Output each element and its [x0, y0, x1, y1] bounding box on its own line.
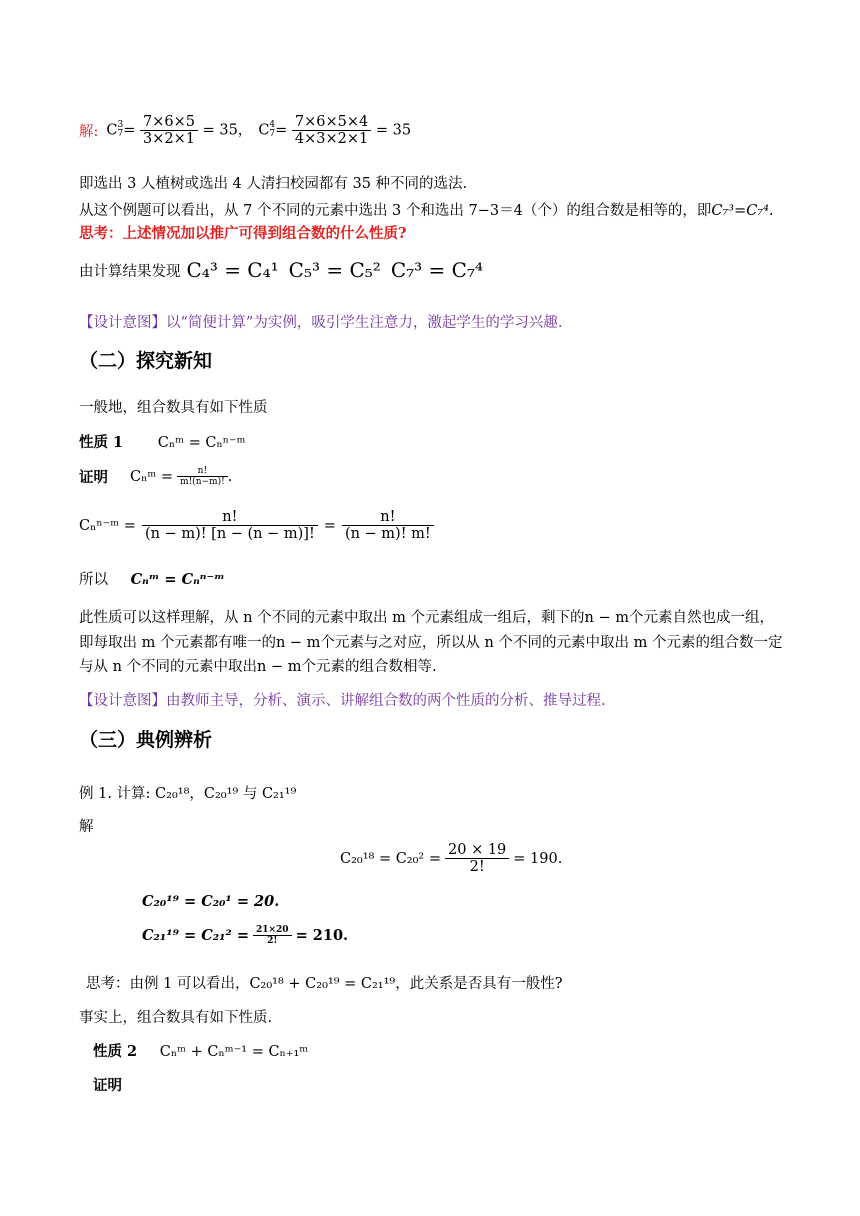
select-sentence: 即选出 3 人植树或选出 4 人清扫校园都有 35 种不同的选法.	[79, 176, 468, 192]
fact-sentence: 事实上，组合数具有如下性质.	[79, 1010, 273, 1026]
property-2-formula: Cₙᵐ + Cₙᵐ⁻¹ = Cₙ₊₁ᵐ	[159, 1044, 309, 1060]
proof-2-label: 证明	[93, 1077, 122, 1094]
proof-line-2: Cₙⁿ⁻ᵐ = $\frac{n!}{(n - m)! [n - (n - m)]!}$ = $\frac{n!}{(n - m)! m!}$	[79, 509, 434, 542]
example-1: 例 1. 计算: C₂₀¹⁸，C₂₀¹⁹ 与 C₂₁¹⁹	[79, 786, 297, 802]
think-question-1: 思考：上述情况加以推广可得到组合数的什么性质?	[79, 225, 407, 242]
property-1-label: 性质 1	[79, 434, 124, 451]
found-label: 由计算结果发现	[79, 263, 181, 280]
so-formula: Cₙᵐ = Cₙⁿ⁻ᵐ	[130, 571, 225, 588]
example-1-solution-label: 解	[79, 819, 94, 835]
think-question-2: 思考：由例 1 可以看出，C₂₀¹⁸ + C₂₀¹⁹ = C₂₁¹⁹，此关系是否具有一般性?	[86, 976, 563, 992]
explanation-paragraph: 此性质可以这样理解，从 n 个不同的元素中取出 m 个元素组成一组后，剩下的n − m个元素自然也成一组， 即每取出 m 个元素都有唯一的n − m个元素与之对应，所以从 n 个不同的元素中取出 m 个元素的组合数一定 与从 n 个不同的元素中取出n − m个元素的组合数相等.	[79, 610, 783, 675]
property-2-label: 性质 2	[93, 1043, 138, 1060]
section-heading-3: （三）典例辨析	[79, 729, 213, 751]
solution-line	[79, 110, 411, 150]
property-2	[93, 1040, 308, 1061]
general-sentence: 一般地，组合数具有如下性质	[79, 400, 268, 416]
found-formula-2: C₅³ = C₅²	[288, 258, 381, 282]
example-sentence: 从这个例题可以看出，从 7 个不同的元素中选出 3 个和选出 7−3＝4（个）的组合数是相等的，即C₇³=C₇⁴.	[79, 203, 774, 219]
so-label: 所以	[79, 572, 108, 588]
conclusion-line	[79, 568, 225, 589]
solution-formula-2: C 4 7 = $\frac{7\times 6\times 5\times 4}{4\times 3\times 2\times 1}$ = 35	[258, 113, 412, 147]
solution-formula-1: C 3 7 = $\frac{7\times 6\times 5}{3\times 2\times 1}$ = 35，	[106, 113, 253, 147]
design-intent-1: 【设计意图】以“简便计算”为实例，吸引学生注意力，激起学生的学习兴趣.	[79, 315, 563, 331]
property-1-formula: Cₙᵐ = Cₙⁿ⁻ᵐ	[157, 435, 246, 451]
example-1-line-3: C₂₁¹⁹ = C₂₁² = $\frac{21\times 20}{2!}$ = 210.	[142, 925, 349, 946]
section-heading-2: （二）探究新知	[79, 350, 213, 372]
example-1-line-1: C₂₀¹⁸ = C₂₀² = $\frac{20 \times 19}{2!}$ = 190.	[340, 842, 563, 875]
solution-label: 解:	[79, 123, 99, 140]
design-intent-2: 【设计意图】由教师主导，分析、演示、讲解组合数的两个性质的分析、推导过程.	[79, 693, 606, 709]
proof-line-1: 证明 Cₙᵐ = $\frac{n!}{m!(n-m)!}$ .	[79, 466, 233, 487]
example-1-line-2: C₂₀¹⁹ = C₂₀¹ = 20.	[142, 893, 280, 910]
found-line	[79, 258, 483, 282]
proof-label: 证明	[79, 469, 108, 486]
property-1	[79, 431, 246, 452]
found-formula-1: C₄³ = C₄¹	[186, 258, 279, 282]
found-formula-3: C₇³ = C₇⁴	[390, 258, 483, 282]
